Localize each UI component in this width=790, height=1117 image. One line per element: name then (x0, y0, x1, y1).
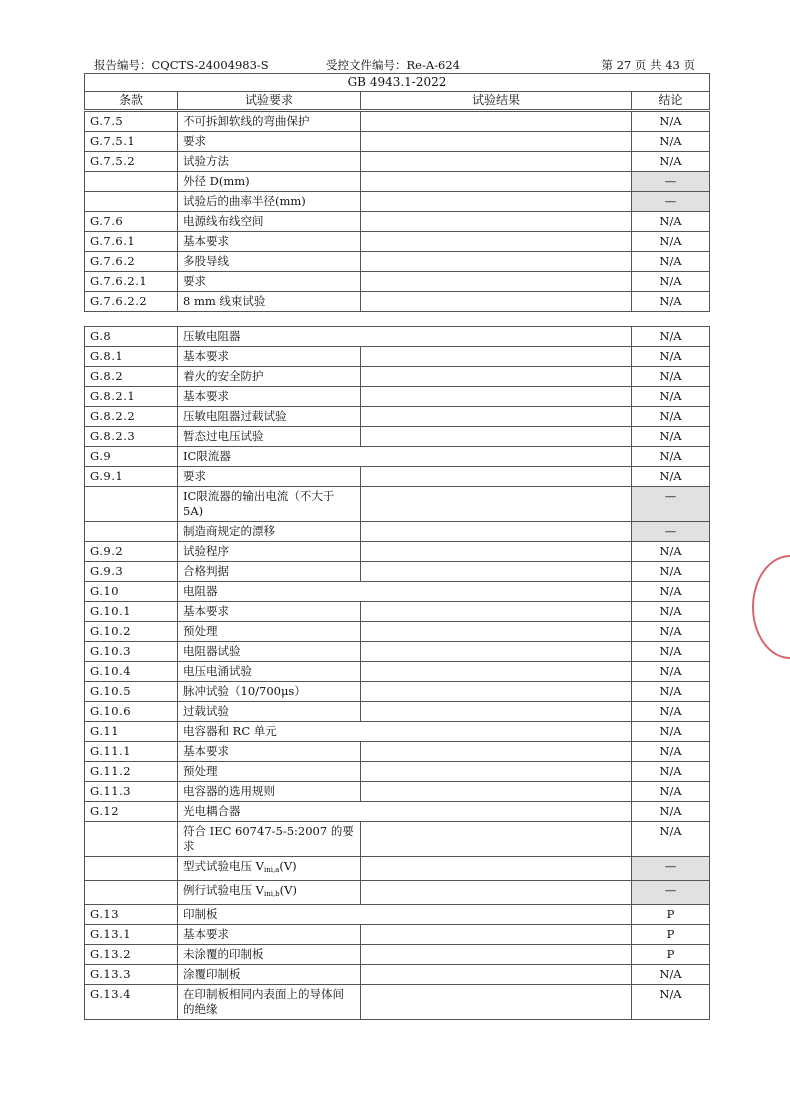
verdict-cell: N/A (632, 662, 710, 682)
verdict-cell: N/A (632, 562, 710, 582)
standard-title: GB 4943.1-2022 (85, 74, 710, 92)
controlled-doc-number: 受控文件编号：Re-A-624 (326, 58, 460, 72)
table-row (85, 427, 710, 447)
clause-cell: G.7.6.2 (85, 252, 178, 272)
result-cell (361, 762, 632, 782)
requirement-cell: 符合 IEC 60747-5-5:2007 的要求 (178, 822, 361, 857)
clause-table-g7 (84, 111, 710, 312)
verdict-cell: N/A (632, 582, 710, 602)
clause-cell: G.9.2 (85, 542, 178, 562)
page-number: 第 27 页 共 43 页 (601, 58, 695, 72)
col-header-requirement: 试验要求 (178, 92, 361, 110)
table-row (85, 782, 710, 802)
table-row (85, 622, 710, 642)
verdict-cell: N/A (632, 467, 710, 487)
verdict-cell: N/A (632, 965, 710, 985)
requirement-cell: 基本要求 (178, 387, 361, 407)
subscript: ini,a (263, 866, 280, 874)
clause-cell: G.8.2 (85, 367, 178, 387)
verdict-cell: N/A (632, 347, 710, 367)
verdict-cell: N/A (632, 212, 710, 232)
seal-stamp (752, 555, 790, 659)
result-cell (361, 232, 632, 252)
requirement-unit: (V) (279, 883, 297, 897)
result-cell (361, 367, 632, 387)
verdict-cell: — (632, 172, 710, 192)
requirement-cell: IC限流器 (178, 447, 632, 467)
verdict-cell: N/A (632, 447, 710, 467)
table-row (85, 925, 710, 945)
clause-cell: G.11.1 (85, 742, 178, 762)
result-cell (361, 945, 632, 965)
clause-cell: G.10.5 (85, 682, 178, 702)
col-header-verdict: 结论 (632, 92, 710, 110)
clause-cell (85, 822, 178, 857)
requirement-cell (178, 857, 361, 881)
clause-cell: G.8.2.2 (85, 407, 178, 427)
verdict-cell: N/A (632, 642, 710, 662)
requirement-cell: 预处理 (178, 622, 361, 642)
requirement-text: 例行试验电压 V (183, 883, 264, 897)
verdict-cell: N/A (632, 722, 710, 742)
result-cell (361, 622, 632, 642)
verdict-cell: N/A (632, 367, 710, 387)
requirement-cell: 基本要求 (178, 742, 361, 762)
result-cell (361, 347, 632, 367)
requirement-cell: 基本要求 (178, 602, 361, 622)
table-header (84, 73, 710, 110)
clause-cell: G.7.6.1 (85, 232, 178, 252)
requirement-cell: 电压电涌试验 (178, 662, 361, 682)
table-row (85, 212, 710, 232)
table-row (85, 407, 710, 427)
requirement-cell: 光电耦合器 (178, 802, 632, 822)
verdict-cell: N/A (632, 682, 710, 702)
col-header-result: 试验结果 (361, 92, 632, 110)
result-cell (361, 562, 632, 582)
table-row (85, 702, 710, 722)
result-cell (361, 172, 632, 192)
table-row (85, 562, 710, 582)
table-row (85, 802, 710, 822)
clause-cell (85, 487, 178, 522)
requirement-cell: 着火的安全防护 (178, 367, 361, 387)
verdict-cell: N/A (632, 327, 710, 347)
verdict-cell: N/A (632, 622, 710, 642)
table-row (85, 112, 710, 132)
table-row (85, 762, 710, 782)
table-row (85, 292, 710, 312)
requirement-cell: 涂覆印制板 (178, 965, 361, 985)
table-row (85, 602, 710, 622)
requirement-cell: 脉冲试验（10/700μs） (178, 682, 361, 702)
verdict-cell: N/A (632, 232, 710, 252)
requirement-cell: 暂态过电压试验 (178, 427, 361, 447)
verdict-cell: N/A (632, 407, 710, 427)
requirement-cell: 过载试验 (178, 702, 361, 722)
verdict-cell: N/A (632, 112, 710, 132)
requirement-cell: 电容器和 RC 单元 (178, 722, 632, 742)
table-row (85, 965, 710, 985)
clause-cell: G.11 (85, 722, 178, 742)
clause-cell (85, 857, 178, 881)
result-cell (361, 387, 632, 407)
clause-cell: G.8.2.3 (85, 427, 178, 447)
table-row (85, 642, 710, 662)
requirement-cell: 电阻器 (178, 582, 632, 602)
verdict-cell: — (632, 487, 710, 522)
table-row (85, 387, 710, 407)
clause-cell: G.7.5.2 (85, 152, 178, 172)
verdict-cell: — (632, 857, 710, 881)
requirement-cell: 要求 (178, 132, 361, 152)
verdict-cell: — (632, 192, 710, 212)
clause-cell: G.7.6 (85, 212, 178, 232)
clause-cell: G.10.3 (85, 642, 178, 662)
requirement-cell: 要求 (178, 467, 361, 487)
result-cell (361, 682, 632, 702)
clause-cell: G.10 (85, 582, 178, 602)
requirement-cell: 电阻器试验 (178, 642, 361, 662)
result-cell (361, 112, 632, 132)
verdict-cell: P (632, 905, 710, 925)
clause-cell: G.7.5 (85, 112, 178, 132)
report-header (84, 57, 709, 74)
result-cell (361, 985, 632, 1020)
clause-cell: G.13 (85, 905, 178, 925)
result-cell (361, 782, 632, 802)
requirement-cell: 基本要求 (178, 925, 361, 945)
result-cell (361, 467, 632, 487)
verdict-cell: N/A (632, 985, 710, 1020)
requirement-cell: 印制板 (178, 905, 632, 925)
table-row (85, 252, 710, 272)
verdict-cell: — (632, 522, 710, 542)
table-row (85, 467, 710, 487)
requirement-cell: 不可拆卸软线的弯曲保护 (178, 112, 361, 132)
verdict-cell: N/A (632, 387, 710, 407)
result-cell (361, 292, 632, 312)
verdict-cell: N/A (632, 702, 710, 722)
clause-cell (85, 522, 178, 542)
clause-cell: G.13.1 (85, 925, 178, 945)
requirement-cell: 制造商规定的漂移 (178, 522, 361, 542)
table-row (85, 347, 710, 367)
clause-cell (85, 172, 178, 192)
clause-cell: G.9.1 (85, 467, 178, 487)
verdict-cell: N/A (632, 602, 710, 622)
clause-cell: G.7.6.2.2 (85, 292, 178, 312)
verdict-cell: N/A (632, 427, 710, 447)
clause-cell: G.9 (85, 447, 178, 467)
verdict-cell: N/A (632, 292, 710, 312)
requirement-cell: 8 mm 线束试验 (178, 292, 361, 312)
clause-cell: G.10.2 (85, 622, 178, 642)
table-row (85, 881, 710, 905)
clause-cell (85, 881, 178, 905)
requirement-cell: 试验方法 (178, 152, 361, 172)
table-row (85, 272, 710, 292)
verdict-cell: N/A (632, 152, 710, 172)
clause-cell: G.12 (85, 802, 178, 822)
result-cell (361, 857, 632, 881)
requirement-cell: 电容器的选用规则 (178, 782, 361, 802)
requirement-cell: 未涂覆的印制板 (178, 945, 361, 965)
requirement-cell: 基本要求 (178, 347, 361, 367)
clause-cell: G.10.4 (85, 662, 178, 682)
clause-cell: G.8.2.1 (85, 387, 178, 407)
result-cell (361, 427, 632, 447)
requirement-cell (178, 881, 361, 905)
requirement-cell: 电源线布线空间 (178, 212, 361, 232)
table-row (85, 945, 710, 965)
table-row (85, 232, 710, 252)
verdict-cell: N/A (632, 742, 710, 762)
clause-cell: G.13.2 (85, 945, 178, 965)
result-cell (361, 702, 632, 722)
result-cell (361, 602, 632, 622)
result-cell (361, 822, 632, 857)
result-cell (361, 407, 632, 427)
subscript: ini,b (263, 890, 280, 898)
table-row (85, 822, 710, 857)
verdict-cell: N/A (632, 272, 710, 292)
requirement-cell: 基本要求 (178, 232, 361, 252)
verdict-cell: P (632, 945, 710, 965)
verdict-cell: N/A (632, 132, 710, 152)
result-cell (361, 272, 632, 292)
result-cell (361, 152, 632, 172)
requirement-cell: 外径 D(mm) (178, 172, 361, 192)
result-cell (361, 132, 632, 152)
requirement-cell: 试验后的曲率半径(mm) (178, 192, 361, 212)
result-cell (361, 662, 632, 682)
col-header-clause: 条款 (85, 92, 178, 110)
table-row (85, 582, 710, 602)
table-row (85, 487, 710, 522)
table-row (85, 192, 710, 212)
result-cell (361, 642, 632, 662)
clause-cell: G.11.2 (85, 762, 178, 782)
table-row (85, 742, 710, 762)
clause-cell: G.8.1 (85, 347, 178, 367)
report-number: 报告编号：CQCTS-24004983-S (94, 58, 269, 72)
clause-cell (85, 192, 178, 212)
table-row (85, 522, 710, 542)
result-cell (361, 881, 632, 905)
verdict-cell: N/A (632, 782, 710, 802)
requirement-cell: IC限流器的输出电流（不大于 5A) (178, 487, 361, 522)
table-row (85, 327, 710, 347)
verdict-cell: N/A (632, 542, 710, 562)
verdict-cell: — (632, 881, 710, 905)
result-cell (361, 522, 632, 542)
clause-cell: G.8 (85, 327, 178, 347)
verdict-cell: N/A (632, 762, 710, 782)
requirement-text: 型式试验电压 V (183, 859, 264, 873)
requirement-cell: 要求 (178, 272, 361, 292)
clause-cell: G.10.6 (85, 702, 178, 722)
result-cell (361, 212, 632, 232)
clause-cell: G.13.4 (85, 985, 178, 1020)
table-row (85, 447, 710, 467)
clause-cell: G.13.3 (85, 965, 178, 985)
clause-cell: G.9.3 (85, 562, 178, 582)
clause-cell: G.7.5.1 (85, 132, 178, 152)
verdict-cell: N/A (632, 802, 710, 822)
verdict-cell: P (632, 925, 710, 945)
verdict-cell: N/A (632, 252, 710, 272)
table-row (85, 985, 710, 1020)
clause-cell: G.11.3 (85, 782, 178, 802)
requirement-cell: 在印制板相同内表面上的导体间的绝缘 (178, 985, 361, 1020)
clause-cell: G.7.6.2.1 (85, 272, 178, 292)
result-cell (361, 192, 632, 212)
requirement-cell: 压敏电阻器 (178, 327, 632, 347)
requirement-cell: 多股导线 (178, 252, 361, 272)
requirement-cell: 压敏电阻器过载试验 (178, 407, 361, 427)
table-row (85, 722, 710, 742)
result-cell (361, 252, 632, 272)
table-row (85, 682, 710, 702)
table-row (85, 172, 710, 192)
table-row (85, 152, 710, 172)
table-row (85, 542, 710, 562)
result-cell (361, 925, 632, 945)
requirement-cell: 试验程序 (178, 542, 361, 562)
result-cell (361, 965, 632, 985)
result-cell (361, 487, 632, 522)
clause-cell: G.10.1 (85, 602, 178, 622)
requirement-cell: 合格判据 (178, 562, 361, 582)
result-cell (361, 742, 632, 762)
verdict-cell: N/A (632, 822, 710, 857)
table-row (85, 367, 710, 387)
result-cell (361, 542, 632, 562)
requirement-cell: 预处理 (178, 762, 361, 782)
table-row (85, 857, 710, 881)
clause-table-g8-g13 (84, 326, 710, 1020)
table-row (85, 662, 710, 682)
requirement-unit: (V) (279, 859, 297, 873)
table-row (85, 132, 710, 152)
table-row (85, 905, 710, 925)
